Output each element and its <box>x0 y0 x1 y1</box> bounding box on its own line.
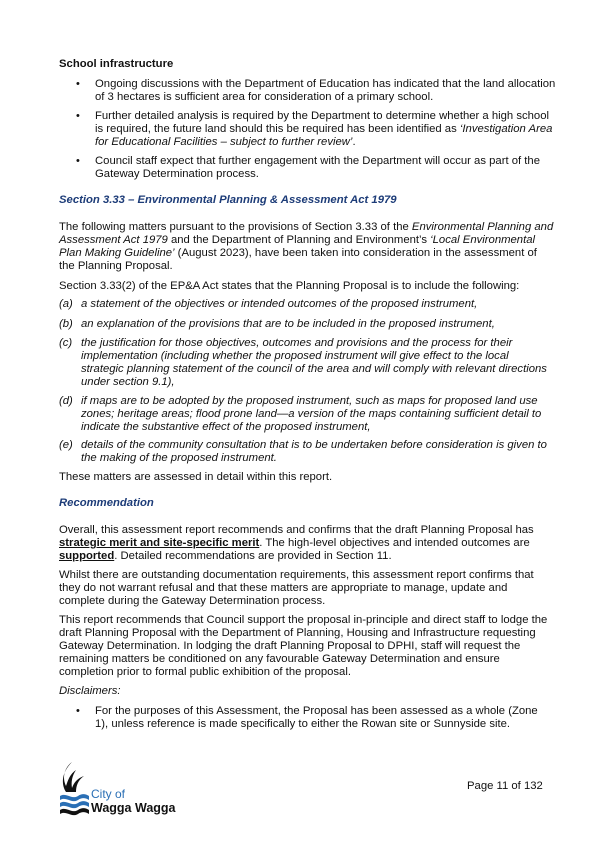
page-number: Page 11 of 132 <box>467 780 543 793</box>
item-letter-b: (b) <box>59 318 73 330</box>
rec-p2-line-1: Whilst there are outstanding documentation requirements, this assessment report confirms that <box>59 569 534 581</box>
rec-p1-line-3: supported. Detailed recommendations are provided in Section 11. <box>59 550 392 562</box>
section-heading-school: School infrastructure <box>59 58 174 70</box>
logo-text-wagga-wagga: Wagga Wagga <box>91 801 176 815</box>
section-heading-recommendation: Recommendation <box>59 497 154 509</box>
item-letter-d: (d) <box>59 395 73 407</box>
intro-line-4: the Planning Proposal. <box>59 260 173 272</box>
item-e-line-2: the making of the proposed instrument. <box>81 452 277 464</box>
closing-sentence: These matters are assessed in detail within this report. <box>59 471 333 483</box>
bullet-icon: • <box>76 155 80 167</box>
item-letter-e: (e) <box>59 439 73 451</box>
item-c-line-3: strategic planning statement of the council of the area and will comply with relevant directions <box>81 363 547 375</box>
intro-line-2: Assessment Act 1979 and the Department of Planning and Environment’s ‘Local Environmental <box>59 234 536 246</box>
disclaimers-label: Disclaimers: <box>59 685 121 697</box>
city-logo <box>58 760 188 820</box>
item-a-line-1: a statement of the objectives or intended outcomes of the proposed instrument, <box>81 298 478 310</box>
section-heading-3-33: Section 3.33 – Environmental Planning & Assessment Act 1979 <box>59 194 397 206</box>
school-bullet-1-line-1: Ongoing discussions with the Department of Education has indicated that the land allocation <box>95 78 556 90</box>
rec-p3-line-4: remaining matters be conditioned on any favourable Gateway Determination and ensure <box>59 653 500 665</box>
item-e-line-1: details of the community consultation that is to be undertaken before consideration is given to <box>81 439 547 451</box>
bullet-icon: • <box>76 78 80 90</box>
rec-p1-line-1: Overall, this assessment report recommends and confirms that the draft Planning Proposal has <box>59 524 534 536</box>
rec-p3-line-2: draft Planning Proposal with the Department of Planning, Housing and Infrastructure requesting <box>59 627 536 639</box>
rec-p3-line-1: This report recommends that Council support the proposal in-principle and direct staff to lodge the <box>59 614 548 626</box>
school-bullet-3-line-2: Gateway Determination process. <box>95 168 259 180</box>
logo-text-city-of: City of <box>91 787 126 801</box>
lead-paragraph: Section 3.33(2) of the EP&A Act states that the Planning Proposal is to include the following: <box>59 280 520 292</box>
item-c-line-1: the justification for those objectives, outcomes and provisions and the process for their <box>81 337 513 349</box>
item-b-line-1: an explanation of the provisions that are to be included in the proposed instrument, <box>81 318 495 330</box>
item-d-line-3: indicate the substantive effect of the proposed instrument, <box>81 421 371 433</box>
item-letter-a: (a) <box>59 298 73 310</box>
school-bullet-2-line-3: for Educational Facilities – subject to further review’. <box>95 136 356 148</box>
rec-p3-line-5: completion prior to formal public exhibition of the proposal. <box>59 666 351 678</box>
item-c-line-2: implementation (including whether the proposed instrument will give effect to the local <box>81 350 509 362</box>
item-d-line-1: if maps are to be adopted by the proposed instrument, such as maps for proposed land use <box>81 395 538 407</box>
wave-logo-icon <box>58 760 90 816</box>
item-c-line-4: under section 9.1), <box>81 376 175 388</box>
rec-p2-line-3: complete during the Gateway Determination process. <box>59 595 326 607</box>
disclaimer-line-1: For the purposes of this Assessment, the Proposal has been assessed as a whole (Zone <box>95 705 538 717</box>
bullet-icon: • <box>76 110 80 122</box>
rec-p3-line-3: Gateway Determination. In lodging the draft Planning Proposal to DPHI, staff will request the <box>59 640 521 652</box>
item-letter-c: (c) <box>59 337 73 349</box>
school-bullet-3-line-1: Council staff expect that further engagement with the Department will occur as part of the <box>95 155 540 167</box>
school-bullet-1-line-2: of 3 hectares is sufficient area for consideration of a primary school. <box>95 91 434 103</box>
rec-p1-line-2: strategic merit and site-specific merit. The high-level objectives and intended outcomes are <box>59 537 530 549</box>
rec-p2-line-2: they do not warrant refusal and that these matters are appropriate to manage, update and <box>59 582 508 594</box>
school-bullet-2-line-1: Further detailed analysis is required by the Department to determine whether a high school <box>95 110 550 122</box>
intro-line-3: Plan Making Guideline’ (August 2023), have been taken into consideration in the assessment of <box>59 247 537 259</box>
bullet-icon: • <box>76 705 80 717</box>
item-d-line-2: zones; heritage areas; flood prone land—a version of the maps containing sufficient detail to <box>81 408 542 420</box>
disclaimer-line-2: 1), unless reference is made specifically to either the Rowan site or Sunnyside site. <box>95 718 511 730</box>
school-bullet-2-line-2: is required, the future land should this be required has been identified as ‘Investigation Area <box>95 123 553 135</box>
intro-line-1: The following matters pursuant to the provisions of Section 3.33 of the Environmental Planning and <box>59 221 554 233</box>
